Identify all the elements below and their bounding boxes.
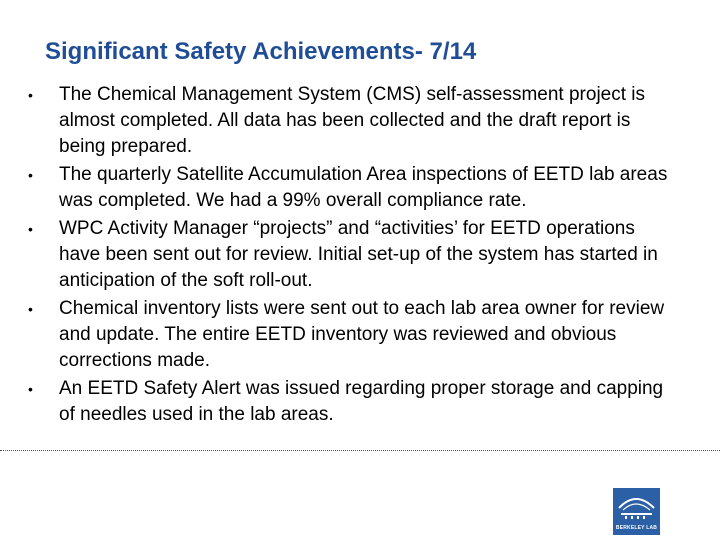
berkeley-lab-logo-icon bbox=[613, 488, 660, 535]
bullet-text: The Chemical Management System (CMS) self-assessment project is almost completed. All data has been collected and the draft report is being prepared. bbox=[59, 84, 646, 157]
bullet-text: Chemical inventory lists were sent out to each lab area owner for review and update. The entire EETD inventory was reviewed and obvious corrections made. bbox=[59, 298, 665, 371]
bullet-text: An EETD Safety Alert was issued regarding proper storage and capping of needles used in the lab areas. bbox=[59, 378, 664, 425]
bullet-item bbox=[28, 216, 668, 294]
logo-text: BERKELEY LAB bbox=[615, 525, 658, 531]
bullet-item bbox=[28, 376, 668, 428]
logo-mark-icon bbox=[613, 488, 660, 522]
bullet-text: WPC Activity Manager “projects” and “activities’ for EETD operations have been sent out for review. Initial set-up of the system has started in anticipation of the soft roll-out. bbox=[59, 218, 658, 291]
bullet-text: The quarterly Satellite Accumulation Area inspections of EETD lab areas was completed. We had a 99% overall compliance rate. bbox=[59, 164, 668, 211]
bullet-marker: • bbox=[28, 87, 33, 103]
bullet-marker: • bbox=[28, 301, 33, 317]
bullet-item bbox=[28, 162, 668, 214]
slide-title: Significant Safety Achievements- 7/14 bbox=[45, 38, 477, 65]
bullet-item bbox=[28, 296, 668, 374]
bullet-marker: • bbox=[28, 381, 33, 397]
bullet-marker: • bbox=[28, 221, 33, 237]
bullet-list bbox=[28, 82, 668, 430]
bullet-marker: • bbox=[28, 167, 33, 183]
bullet-item bbox=[28, 82, 668, 160]
footer-divider bbox=[0, 450, 720, 451]
